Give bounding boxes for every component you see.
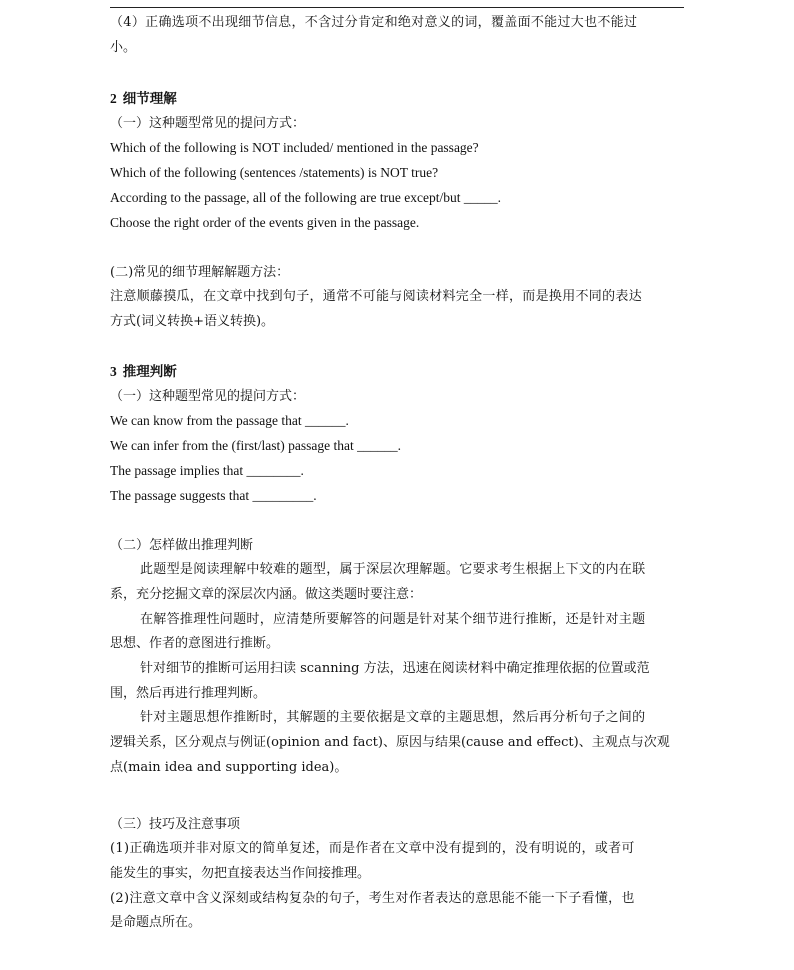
section3-title: 推理判断: [122, 364, 177, 379]
section3-question-1: We can know from the passage that ______.: [110, 413, 349, 428]
top-divider: [110, 7, 684, 8]
section3-p2-line1: 在解答推理性问题时，应清楚所要解答的问题是针对某个细节进行推断，还是针对主题: [140, 612, 646, 627]
section2-title: 细节理解: [122, 91, 177, 106]
section3-p1-line1: 此题型是阅读理解中较难的题型，属于深层次理解题。它要求考生根据上下文的内在联: [140, 562, 646, 577]
item4-line1: （4）正确选项不出现细节信息，不含过分肯定和绝对意义的词，覆盖面不能过大也不能过: [110, 15, 638, 30]
section3-sub2-heading: （二）怎样做出推理判断: [110, 538, 254, 553]
section2-sub2-heading: (二)常见的细节理解解题方法：: [110, 265, 290, 280]
section2-question-1: Which of the following is NOT included/ mentioned in the passage?: [110, 140, 479, 155]
section2-question-4: Choose the right order of the events given in the passage.: [110, 215, 420, 230]
section3-p4-line3: 点(main idea and supporting idea)。: [110, 760, 348, 775]
section2-sub1-heading: （一）这种题型常见的提问方式：: [110, 116, 306, 131]
section3-p3-line2: 围，然后再进行推理判断。: [110, 686, 267, 701]
section2-question-3: According to the passage, all of the following are true except/but _____.: [110, 190, 502, 205]
section2-number: 2: [110, 91, 117, 106]
section3-p1-line2: 系，充分挖掘文章的深层次内涵。做这类题时要注意：: [110, 587, 423, 602]
section3-sub1-heading: （一）这种题型常见的提问方式：: [110, 389, 306, 404]
section3-question-3: The passage implies that ________.: [110, 463, 304, 478]
section3-p4-line2: 逻辑关系，区分观点与例证(opinion and fact)、原因与结果(cause and effect)、主观点与次观: [110, 735, 670, 750]
section3-question-2: We can infer from the (first/last) passage that ______.: [110, 438, 401, 453]
section3-p4-line1: 针对主题思想作推断时，其解题的主要依据是文章的主题思想，然后再分析句子之间的: [140, 710, 646, 725]
section2-method-line1: 注意顺藤摸瓜，在文章中找到句子，通常不可能与阅读材料完全一样，而是换用不同的表达: [110, 289, 643, 304]
section3-sub3-heading: （三）技巧及注意事项: [110, 817, 241, 832]
section2-question-2: Which of the following (sentences /statements) is NOT true?: [110, 165, 439, 180]
section3-tip2-line1: (2)注意文章中含义深刻或结构复杂的句子，考生对作者表达的意思能不能一下子看懂，也: [110, 891, 635, 906]
section2-heading: [110, 90, 177, 108]
item4-line2: 小。: [110, 40, 137, 55]
section3-p2-line2: 思想、作者的意图进行推断。: [110, 636, 280, 651]
section3-tip1-line1: (1)正确选项并非对原文的简单复述，而是作者在文章中没有提到的，没有明说的，或者可: [110, 841, 635, 856]
section3-tip1-line2: 能发生的事实，勿把直接表达当作间接推理。: [110, 866, 371, 881]
section3-heading: [110, 363, 177, 381]
section3-number: 3: [110, 364, 117, 379]
section2-method-line2: 方式(词义转换+语义转换)。: [110, 314, 275, 329]
section3-p3-line1: 针对细节的推断可运用扫读 scanning 方法，迅速在阅读材料中确定推理依据的位置或范: [140, 661, 650, 676]
section3-tip2-line2: 是命题点所在。: [110, 915, 202, 930]
section3-question-4: The passage suggests that _________.: [110, 488, 317, 503]
